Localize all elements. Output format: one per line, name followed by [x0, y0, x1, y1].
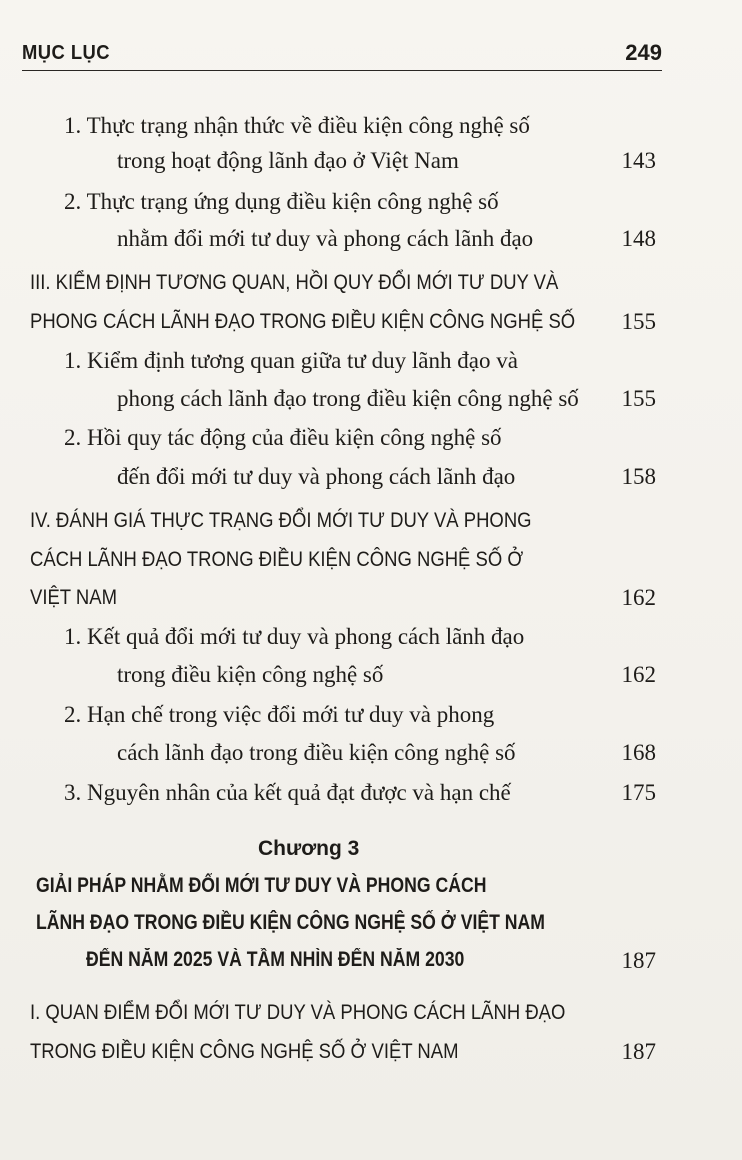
chapter-heading: Chương 3 — [258, 837, 360, 860]
toc-entry-7-page: 162 — [621, 662, 656, 687]
toc-entry-6-page: 162 — [621, 585, 656, 610]
toc-entry-12-page: 187 — [621, 1039, 656, 1064]
toc-entry-8-line-1: 2. Hạn chế trong việc đổi mới tư duy và phong — [64, 702, 495, 727]
toc-entry-1-line-2: trong hoạt động lãnh đạo ở Việt Nam — [117, 148, 459, 173]
chapter-title-line-2: LÃNH ĐẠO TRONG ĐIỀU KIỆN CÔNG NGHỆ SỐ Ở VIỆT NAM — [36, 911, 545, 934]
toc-entry-6-line-1: IV. ĐÁNH GIÁ THỰC TRẠNG ĐỔI MỚI TƯ DUY VÀ PHONG — [30, 508, 532, 532]
toc-entry-2-line-1: 2. Thực trạng ứng dụng điều kiện công nghệ số — [64, 189, 499, 214]
toc-entry-3-line-2: PHONG CÁCH LÃNH ĐẠO TRONG ĐIỀU KIỆN CÔNG NGHỆ SỐ — [30, 309, 576, 333]
toc-entry-5-line-2: đến đổi mới tư duy và phong cách lãnh đạo — [117, 464, 516, 489]
chapter-title-line-1: GIẢI PHÁP NHẰM ĐỔI MỚI TƯ DUY VÀ PHONG CÁCH — [36, 874, 487, 897]
toc-entry-3-page: 155 — [621, 309, 656, 334]
toc-entry-4-line-1: 1. Kiểm định tương quan giữa tư duy lãnh đạo và — [64, 348, 518, 373]
toc-entry-2-line-2: nhằm đổi mới tư duy và phong cách lãnh đạo — [117, 226, 534, 251]
toc-entry-8-line-2: cách lãnh đạo trong điều kiện công nghệ số — [117, 740, 516, 765]
toc-entry-9-line-1: 3. Nguyên nhân của kết quả đạt được và hạn chế — [64, 780, 511, 805]
toc-entry-7-line-2: trong điều kiện công nghệ số — [117, 662, 384, 687]
toc-entry-1-page: 143 — [621, 148, 656, 173]
chapter-title-line-3: ĐẾN NĂM 2025 VÀ TẦM NHÌN ĐẾN NĂM 2030 — [86, 948, 465, 971]
toc-entry-5-line-1: 2. Hồi quy tác động của điều kiện công nghệ số — [64, 425, 502, 450]
toc-entry-7-line-1: 1. Kết quả đổi mới tư duy và phong cách lãnh đạo — [64, 624, 525, 649]
toc-entry-3-line-1: III. KIỂM ĐỊNH TƯƠNG QUAN, HỒI QUY ĐỔI MỚI TƯ DUY VÀ — [30, 270, 559, 294]
chapter-title-page: 187 — [621, 948, 656, 973]
toc-entry-4-line-2: phong cách lãnh đạo trong điều kiện công nghệ số — [117, 386, 579, 411]
toc-entry-4-page: 155 — [621, 386, 656, 411]
page-number: 249 — [625, 40, 662, 65]
toc-entry-5-page: 158 — [621, 464, 656, 489]
toc-entry-6-line-3: VIỆT NAM — [30, 585, 117, 609]
toc-entry-8-page: 168 — [621, 740, 656, 765]
toc-entry-1-line-1: 1. Thực trạng nhận thức về điều kiện công nghệ số — [64, 113, 530, 138]
toc-entry-12-line-1: I. QUAN ĐIỂM ĐỔI MỚI TƯ DUY VÀ PHONG CÁCH LÃNH ĐẠO — [30, 1000, 566, 1024]
toc-entry-6-line-2: CÁCH LÃNH ĐẠO TRONG ĐIỀU KIỆN CÔNG NGHỆ SỐ Ở — [30, 547, 524, 571]
toc-entry-9-page: 175 — [621, 780, 656, 805]
running-head-title: MỤC LỤC — [22, 42, 111, 64]
toc-entry-2-page: 148 — [621, 226, 656, 251]
toc-entry-12-line-2: TRONG ĐIỀU KIỆN CÔNG NGHỆ SỐ Ở VIỆT NAM — [30, 1039, 459, 1063]
